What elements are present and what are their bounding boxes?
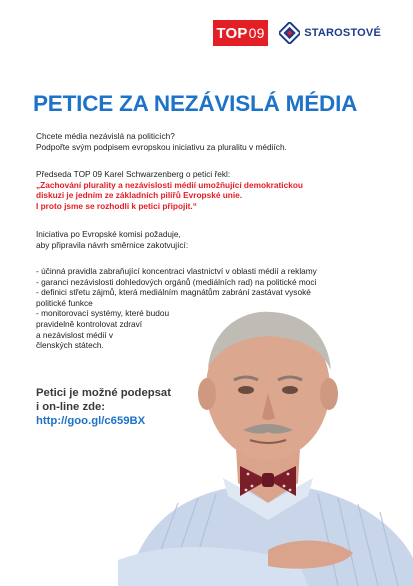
list-item: - monitorovací systémy, které budou bbox=[36, 308, 170, 319]
quote-line: diskuzi je jedním ze základních pilířů Evropské unie. bbox=[36, 190, 243, 201]
list-item: politické funkce bbox=[36, 297, 93, 308]
list-item: - garanci nezávislosti dohledových orgánů (mediálních rad) na politické moci bbox=[36, 276, 317, 287]
initiative-paragraph bbox=[36, 229, 381, 250]
cta-line: Petici je možné podepsat bbox=[36, 387, 171, 399]
list-item: a nezávislost médií v bbox=[36, 329, 114, 340]
intro-line: Podpořte svým podpisem evropskou iniciativu za pluralitu v médiích. bbox=[36, 141, 287, 152]
starostove-logo-text: STAROSTOVÉ bbox=[304, 27, 381, 39]
quote-section bbox=[36, 169, 381, 211]
demands-list bbox=[36, 266, 381, 351]
list-item: členských státech. bbox=[36, 340, 104, 351]
intro-line: Chcete média nezávislá na politicích? bbox=[36, 131, 175, 141]
top09-logo-digits: 09 bbox=[248, 25, 265, 41]
list-item: pravidelně kontrolovat zdraví bbox=[36, 318, 143, 329]
petition-cta bbox=[36, 387, 206, 428]
petition-link[interactable]: http://goo.gl/c659BX bbox=[36, 414, 146, 427]
initiative-line: aby připravila návrh směrnice zakotvující: bbox=[36, 239, 189, 250]
starostove-emblem-icon bbox=[279, 22, 300, 44]
top09-logo-text: TOP bbox=[216, 24, 248, 42]
starostove-logo bbox=[279, 20, 381, 46]
initiative-line: Iniciativa po Evropské komisi požaduje, bbox=[36, 229, 181, 239]
top09-logo bbox=[213, 20, 268, 46]
cta-line: i on-line zde: bbox=[36, 400, 106, 413]
quote-line: I proto jsme se rozhodli k petici připojit.“ bbox=[36, 200, 197, 211]
list-item: - definici střetu zájmů, která mediálním magnátům zabrání zastávat vysoké bbox=[36, 287, 311, 298]
intro-paragraph bbox=[36, 131, 381, 152]
quote-line: „Zachování plurality a nezávislosti médií umožňující demokratickou bbox=[36, 179, 303, 190]
list-item: - účinná pravidla zabraňující koncentraci vlastnictví v oblasti médií a reklamy bbox=[36, 266, 317, 276]
quote-intro-line: Předseda TOP 09 Karel Schwarzenberg o petici řekl: bbox=[36, 169, 231, 179]
page-title: PETICE ZA NEZÁVISLÁ MÉDIA bbox=[33, 91, 358, 116]
